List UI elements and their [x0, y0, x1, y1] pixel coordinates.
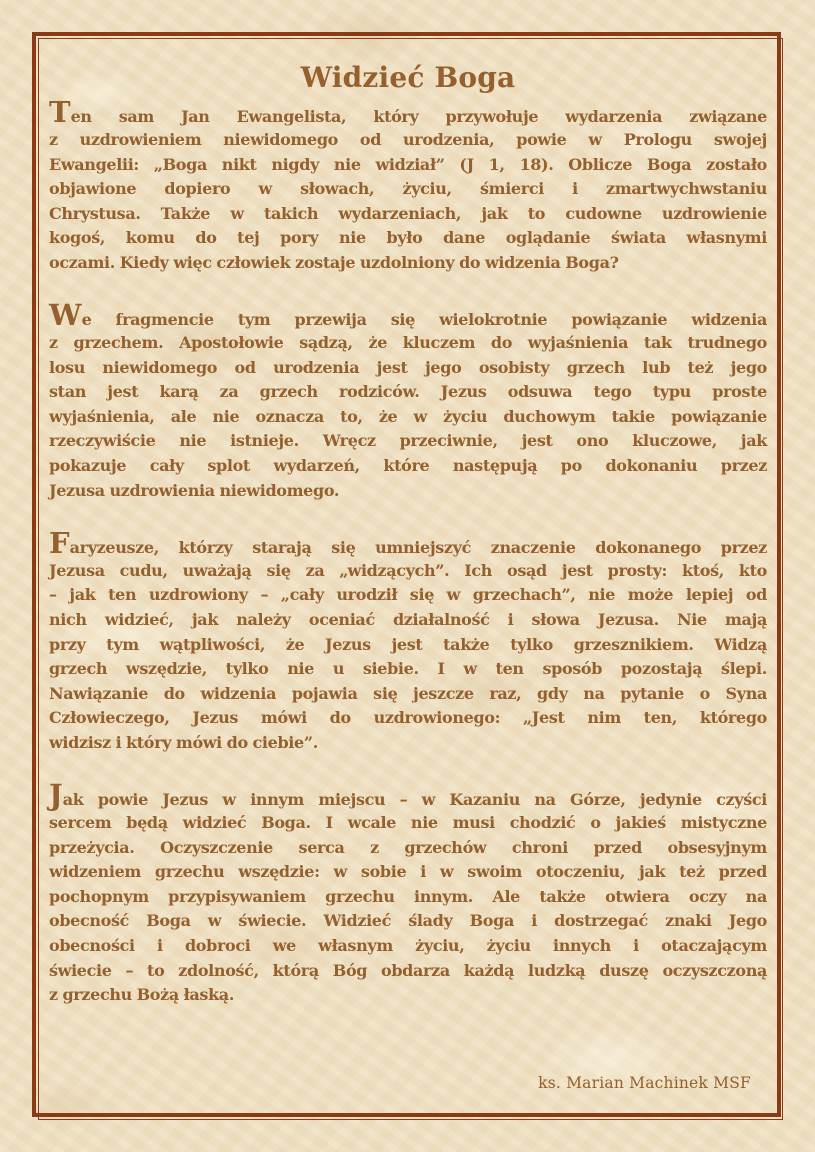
text-line-content: – jak ten uzdrowiony – „cały urodził się w grzechach”, nie może lepiej od [49, 585, 767, 605]
text-line-content: grzech wszędzie, tylko nie u siebie. I w ten sposób pozostają ślepi. [49, 659, 767, 679]
text-line-content: widzisz i który mówi do ciebie”. [49, 732, 318, 752]
article-title: Widzieć Boga [300, 61, 516, 94]
text-line-content: Jezusa uzdrowienia niewidomego. [49, 480, 340, 500]
text-line-content: ak powie Jezus w innym miejscu – w Kazaniu na Górze, jedynie czyści [62, 789, 767, 809]
text-line-content: rzeczywiście nie istnieje. Wręcz przeciwnie, jest ono kluczowe, jak [49, 431, 767, 451]
text-line-content: nich widzieć, jak należy oceniać działalność i słowa Jezusa. Nie mają [49, 609, 767, 629]
text-line [49, 885, 767, 910]
text-line [49, 331, 767, 356]
text-line [49, 657, 767, 682]
text-line [49, 479, 767, 504]
text-line [49, 731, 767, 756]
text-line-content: kogoś, komu do tej pory nie było dane oglądanie świata własnymi [49, 228, 767, 248]
text-line [49, 251, 767, 276]
text-line-content: pokazuje cały splot wydarzeń, które następują po dokonaniu przez [49, 456, 767, 476]
article [49, 58, 767, 1033]
text-line [49, 959, 767, 984]
text-line [49, 429, 767, 454]
text-line-content: widzeniem grzechu wszędzie: w sobie i w swoim otoczeniu, jak też przed [49, 862, 767, 882]
drop-cap: W [49, 298, 82, 333]
text-line-content: wyjaśnienia, ale nie oznacza to, że w życiu duchowym takie powiązanie [49, 406, 767, 426]
text-line [49, 608, 767, 633]
text-line [49, 226, 767, 251]
text-line [49, 706, 767, 731]
text-line-content: obecność Boga w świecie. Widzieć ślady Boga i dostrzegać znaki Jego [49, 911, 767, 931]
text-line [49, 177, 767, 202]
text-line [49, 128, 767, 153]
text-line-content: pochopnym przypisywaniem grzechu innym. Ale także otwiera oczy na [49, 886, 767, 906]
text-line [49, 380, 767, 405]
drop-cap: J [49, 777, 63, 812]
drop-cap: F [49, 525, 70, 560]
text-line-content: z grzechem. Apostołowie sądzą, że kluczem do wyjaśnienia tak trudnego [49, 333, 767, 353]
text-line [49, 525, 767, 560]
text-line [49, 682, 767, 707]
text-line-content: z uzdrowieniem niewidomego od urodzenia, powie w Prologu swojej [49, 130, 767, 149]
drop-cap: T [49, 95, 71, 129]
text-line [49, 633, 767, 658]
text-line [49, 95, 767, 129]
text-line [49, 860, 767, 885]
text-line-content: przy tym wątpliwości, że Jezus jest także tylko grzesznikiem. Widzą [49, 634, 767, 654]
text-line-content: objawione dopiero w słowach, życiu, śmierci i zmartwychwstaniu [49, 179, 767, 199]
text-line-content: e fragmencie tym przewija się wielokrotnie powiązanie widzenia [81, 310, 767, 330]
text-line [49, 356, 767, 381]
text-line [49, 405, 767, 430]
text-line [49, 811, 767, 836]
text-line-content: z grzechu Bożą łaską. [49, 985, 235, 1005]
text-line-content: Chrystusa. Także w takich wydarzeniach, jak to cudowne uzdrowienie [49, 203, 767, 223]
text-line [49, 836, 767, 861]
text-line-content: oczami. Kiedy więc człowiek zostaje uzdolniony do widzenia Boga? [49, 252, 619, 272]
text-line [49, 202, 767, 227]
text-line-content: Ewangelii: „Boga nikt nigdy nie widział” (J 1, 18). Oblicze Boga zostało [49, 154, 767, 174]
author-signature: ks. Marian Machinek MSF [538, 1074, 751, 1092]
text-line-content: aryzeusze, którzy starają się umniejszyć znaczenie dokonanego przez [69, 537, 767, 557]
text-line [49, 454, 767, 479]
text-line [49, 777, 767, 812]
text-line-content: en sam Jan Ewangelista, który przywołuje wydarzenia związane [70, 107, 767, 126]
text-line [49, 559, 767, 584]
text-line [49, 153, 767, 178]
text-line-content: losu niewidomego od urodzenia jest jego osobisty grzech lub też jego [49, 357, 767, 377]
paragraph [49, 525, 767, 756]
text-line-content: Jezusa cudu, uważają się za „widzących”. Ich osąd jest prosty: ktoś, kto [49, 560, 767, 580]
text-line-content: stan jest karą za grzech rodziców. Jezus odsuwa tego typu proste [49, 382, 767, 402]
text-line [49, 983, 767, 1008]
text-line [49, 934, 767, 959]
text-line-content: Człowieczego, Jezus mówi do uzdrowionego: „Jest nim ten, którego [49, 708, 767, 728]
text-line [49, 298, 767, 333]
article-body [49, 95, 767, 1008]
text-line-content: świecie – to zdolność, którą Bóg obdarza każdą ludzką duszę oczyszczoną [49, 960, 767, 980]
text-line-content: przeżycia. Oczyszczenie serca z grzechów chroni przed obsesyjnym [49, 837, 767, 857]
paragraph [49, 298, 767, 503]
text-line-content: obecności i dobroci we własnym życiu, życiu innych i otaczającym [49, 935, 767, 955]
text-line [49, 909, 767, 934]
text-line-content: sercem będą widzieć Boga. I wcale nie musi chodzić o jakieś mistyczne [49, 812, 767, 832]
paragraph [49, 777, 767, 1008]
text-line-content: Nawiązanie do widzenia pojawia się jeszcze raz, gdy na pytanie o Syna [49, 683, 767, 703]
paragraph [49, 95, 767, 276]
text-line [49, 583, 767, 608]
